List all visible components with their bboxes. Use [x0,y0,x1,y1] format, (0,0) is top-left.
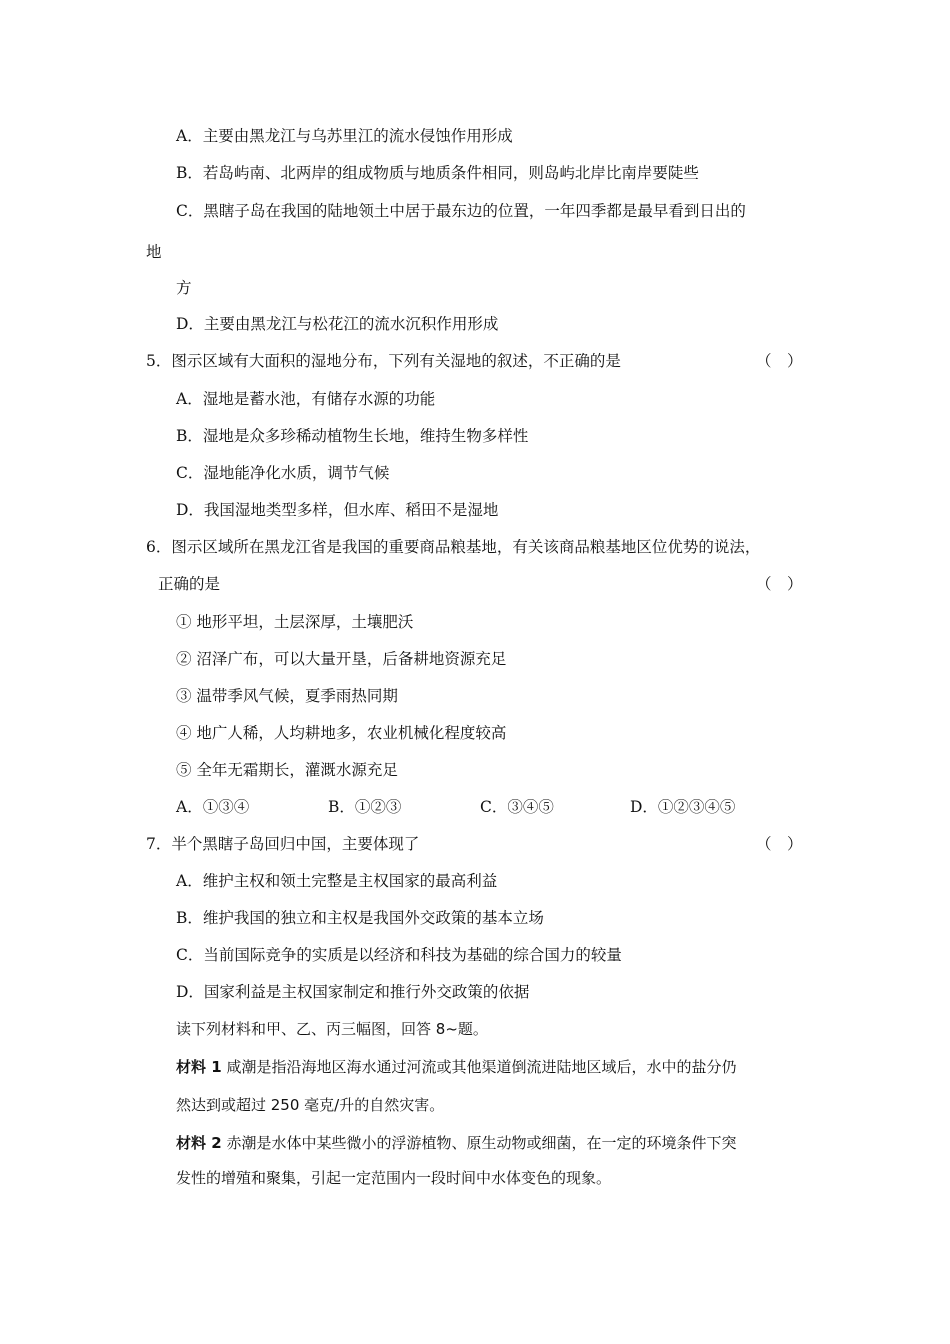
q5-answer-bracket: （ ） [756,352,803,370]
q5-option-d: D．我国湿地类型多样，但水库、稻田不是湿地 [176,501,499,519]
q5-option-b: B．湿地是众多珍稀动植物生长地，维持生物多样性 [176,427,529,445]
q6-answer-bracket: （ ） [756,575,803,593]
q5-option-c: C．湿地能净化水质，调节气候 [176,464,390,482]
q6-item-5: ⑤ 全年无霜期长，灌溉水源充足 [176,761,398,779]
material-2-text: 赤潮是水体中某些微小的浮游植物、原生动物或细菌，在一定的环境条件下突 [226,1134,737,1152]
material-1-line-2: 然达到或超过 250 毫克/升的自然灾害。 [176,1096,445,1114]
q7-option-c: C．当前国际竞争的实质是以经济和科技为基础的综合国力的较量 [176,946,622,964]
q6-choice-d: D．①②③④⑤ [630,798,736,816]
q4-option-c: C．黑瞎子岛在我国的陆地领土中居于最东边的位置，一年四季都是最早看到日出的 [176,202,746,220]
materials-intro: 读下列材料和甲、乙、丙三幅图，回答 8~题。 [176,1020,488,1038]
material-2-line-2: 发性的增殖和聚集，引起一定范围内一段时间中水体变色的现象。 [176,1169,612,1187]
q4-option-a: A．主要由黑龙江与乌苏里江的流水侵蚀作用形成 [176,127,513,145]
q6-item-1: ① 地形平坦，土层深厚，土壤肥沃 [176,613,414,631]
q6-choice-b: B．①②③ [328,798,402,816]
material-1-text: 咸潮是指沿海地区海水通过河流或其他渠道倒流进陆地区域后，水中的盐分仍 [226,1058,737,1076]
q7-option-a: A．维护主权和领土完整是主权国家的最高利益 [176,872,498,890]
q4-option-b: B．若岛屿南、北两岸的组成物质与地质条件相同，则岛屿北岸比南岸要陡些 [176,164,699,182]
material-2-label: 材料 2 [176,1134,222,1152]
q6-item-3: ③ 温带季风气候，夏季雨热同期 [176,687,398,705]
q6-stem-continued: 正确的是 [158,575,221,593]
q4-option-c-wrap: 地 [146,243,162,261]
q4-option-d: D．主要由黑龙江与松花江的流水沉积作用形成 [176,315,499,333]
q6-choice-c: C．③④⑤ [480,798,554,816]
q7-stem: 7．半个黑瞎子岛回归中国，主要体现了 [146,835,420,853]
q7-answer-bracket: （ ） [756,835,803,853]
q6-choice-a: A．①③④ [176,798,250,816]
q5-option-a: A．湿地是蓄水池，有储存水源的功能 [176,390,436,408]
q6-stem: 6．图示区域所在黑龙江省是我国的重要商品粮基地，有关该商品粮基地区位优势的说法， [146,538,761,556]
q6-item-2: ② 沼泽广布，可以大量开垦，后备耕地资源充足 [176,650,507,668]
material-1-label: 材料 1 [176,1058,222,1076]
material-1-line-1 [176,1057,736,1077]
q7-option-d: D．国家利益是主权国家制定和推行外交政策的依据 [176,983,530,1001]
q4-option-c-wrap-2: 方 [176,279,192,297]
q6-item-4: ④ 地广人稀，人均耕地多，农业机械化程度较高 [176,724,507,742]
q7-option-b: B．维护我国的独立和主权是我国外交政策的基本立场 [176,909,544,927]
q5-stem: 5．图示区域有大面积的湿地分布，下列有关湿地的叙述，不正确的是 [146,352,621,370]
material-2-line-1 [176,1133,736,1153]
